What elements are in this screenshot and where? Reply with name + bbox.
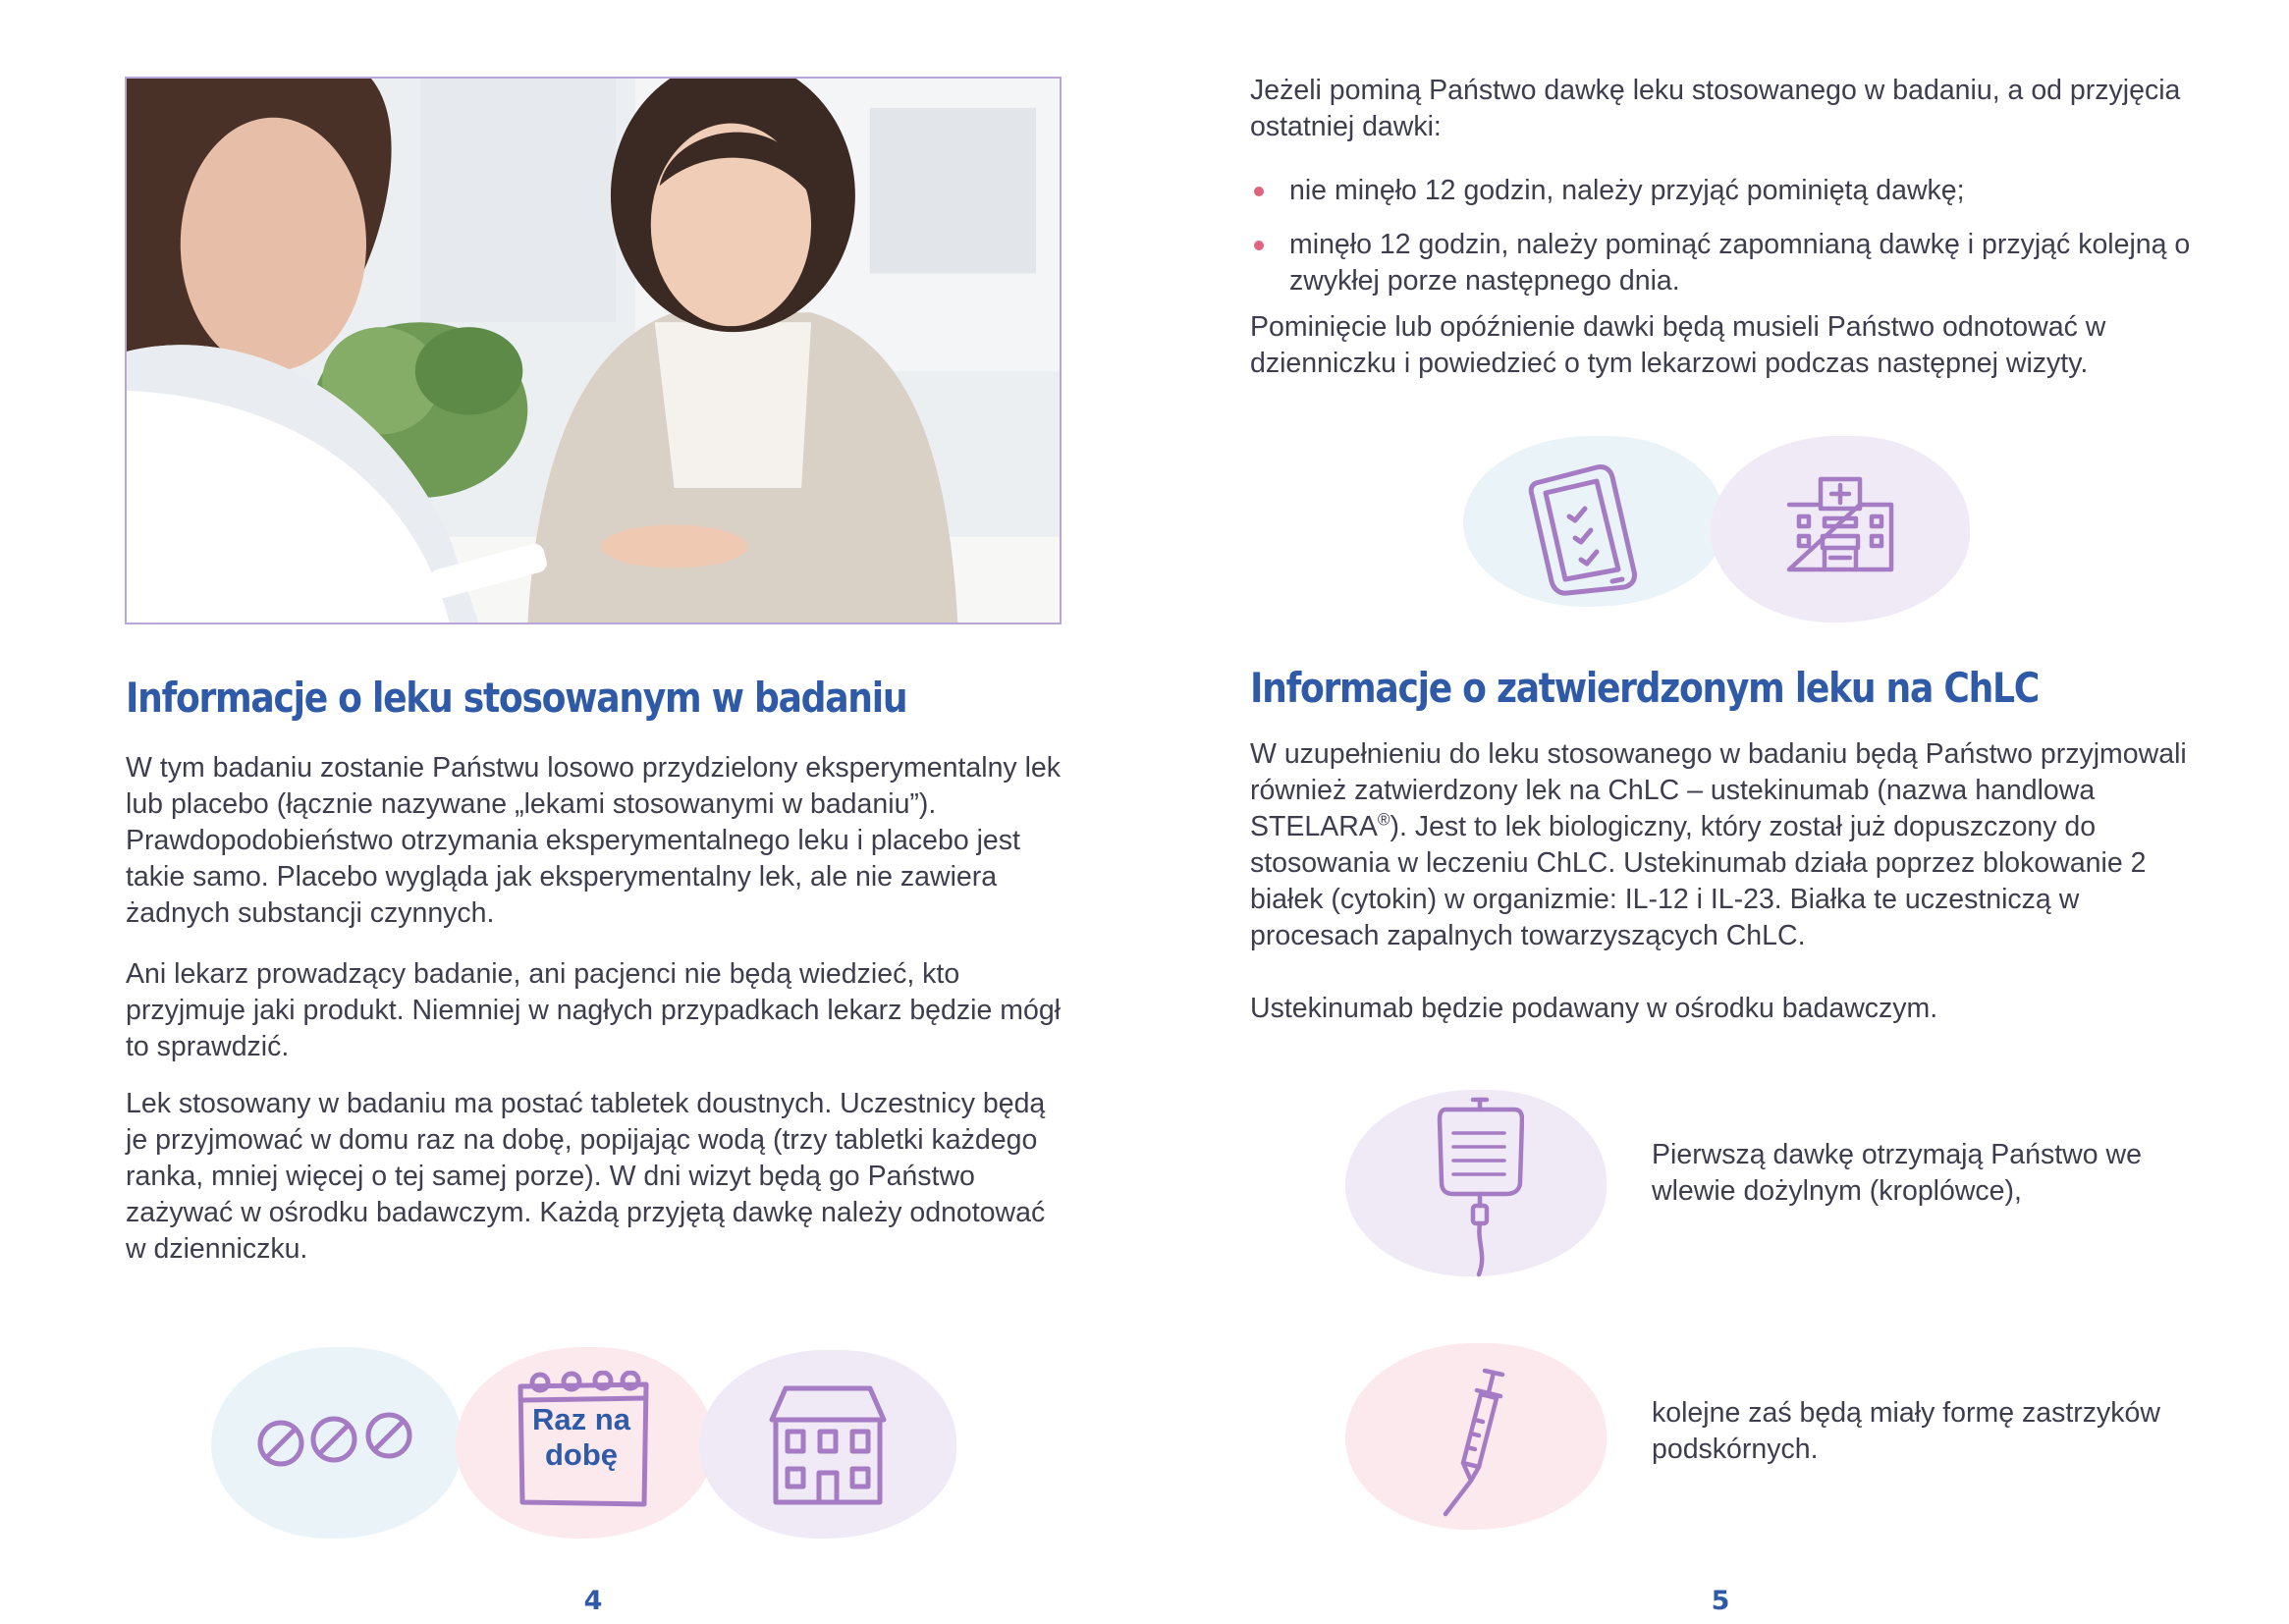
approved-drug-paragraph [1250,736,2193,954]
diary-tablet-icon [1528,461,1638,597]
hospital-icon [1785,475,1895,573]
iv-drip-icon [1436,1096,1524,1278]
approved-drug-text-1: W uzupełnieniu do leku stosowanego w badaniu będą Państwo przyjmowali również zatwierdzony lek na ChLC – ustekinumab (nazwa handlowa STELARA [1250,738,2187,842]
infusion-text: Pierwszą dawkę otrzymają Państwo we wlewie dożylnym (kroplówce), [1652,1139,2142,1207]
missed-dose-intro: Jeżeli pominą Państwo dawkę leku stosowanego w badaniu, a od przyjęcia ostatniej dawki: [1250,75,2181,142]
injection-text: kolejne zaś będą miały formę zastrzyków podskórnych. [1652,1397,2160,1465]
page-number-right: 5 [1711,1586,1730,1616]
calendar-label-line-1: Raz na [532,1402,630,1436]
registered-mark: ® [1377,810,1390,830]
left-paragraph-3: Lek stosowany w badaniu ma postać tabletek doustnych. Uczestnicy będą je przyjmować w domu raz na dobę, popijając wodą (trzy tabletki każdego ranka, mniej więcej o tej samej porze). W dni wizyt będą go Państwo zażywać w ośrodku badawczym. Każdą przyjętą dawkę należy odnotować w dzienniczku. [126,1088,1046,1265]
syringe-icon [1440,1365,1508,1518]
missed-dose-note: Pominięcie lub opóźnienie dawki będą musieli Państwo odnotować w dzienniczku i powiedzieć o tym lekarzowi podczas następnej wizyty. [1250,311,2106,379]
list-item: nie minęło 12 godzin, należy przyjąć pominiętą dawkę; [1250,173,2193,209]
approved-drug-text-2: ). Jest to lek biologiczny, który został już dopuszczony do stosowania w leczeniu ChLC. Ustekinumab działa poprzez blokowanie 2 białek (cytokin) w organizmie: IL-12 i IL-23. Białka te uczestniczą w procesach zapalnych towarzyszących ChLC. [1250,811,2147,951]
page-number-left: 4 [583,1586,603,1616]
missed-dose-list [1250,173,2193,317]
house-icon [766,1382,890,1506]
right-heading: Informacje o zatwierdzonym leku na ChLC [1250,664,2039,712]
calendar-label [518,1375,644,1500]
calendar-label-line-2: dobę [544,1437,619,1472]
list-item: minęło 12 godzin, należy pominąć zapomnianą dawkę i przyjąć kolejną o zwykłej porze następnego dnia. [1250,227,2193,299]
left-heading: Informacje o leku stosowanym w badaniu [126,674,907,722]
left-paragraph-2: Ani lekarz prowadzący badanie, ani pacjenci nie będą wiedzieć, kto przyjmuje jaki produkt. Niemniej w nagłych przypadkach lekarz będzie mógł to sprawdzić. [126,958,1062,1062]
doctor-patient-photo [125,77,1062,624]
pills-icon [253,1406,420,1469]
left-paragraph-1: W tym badaniu zostanie Państwu losowo przydzielony eksperymentalny lek lub placebo (łącznie nazywane „lekami stosowanymi w badaniu”). Prawdopodobieństwo otrzymania eksperymentalnego leku i placebo jest takie samo. Placebo wygląda jak eksperymentalny lek, ale nie zawiera żadnych substancji czynnych. [126,752,1062,929]
administration-paragraph: Ustekinumab będzie podawany w ośrodku badawczym. [1250,993,1938,1024]
